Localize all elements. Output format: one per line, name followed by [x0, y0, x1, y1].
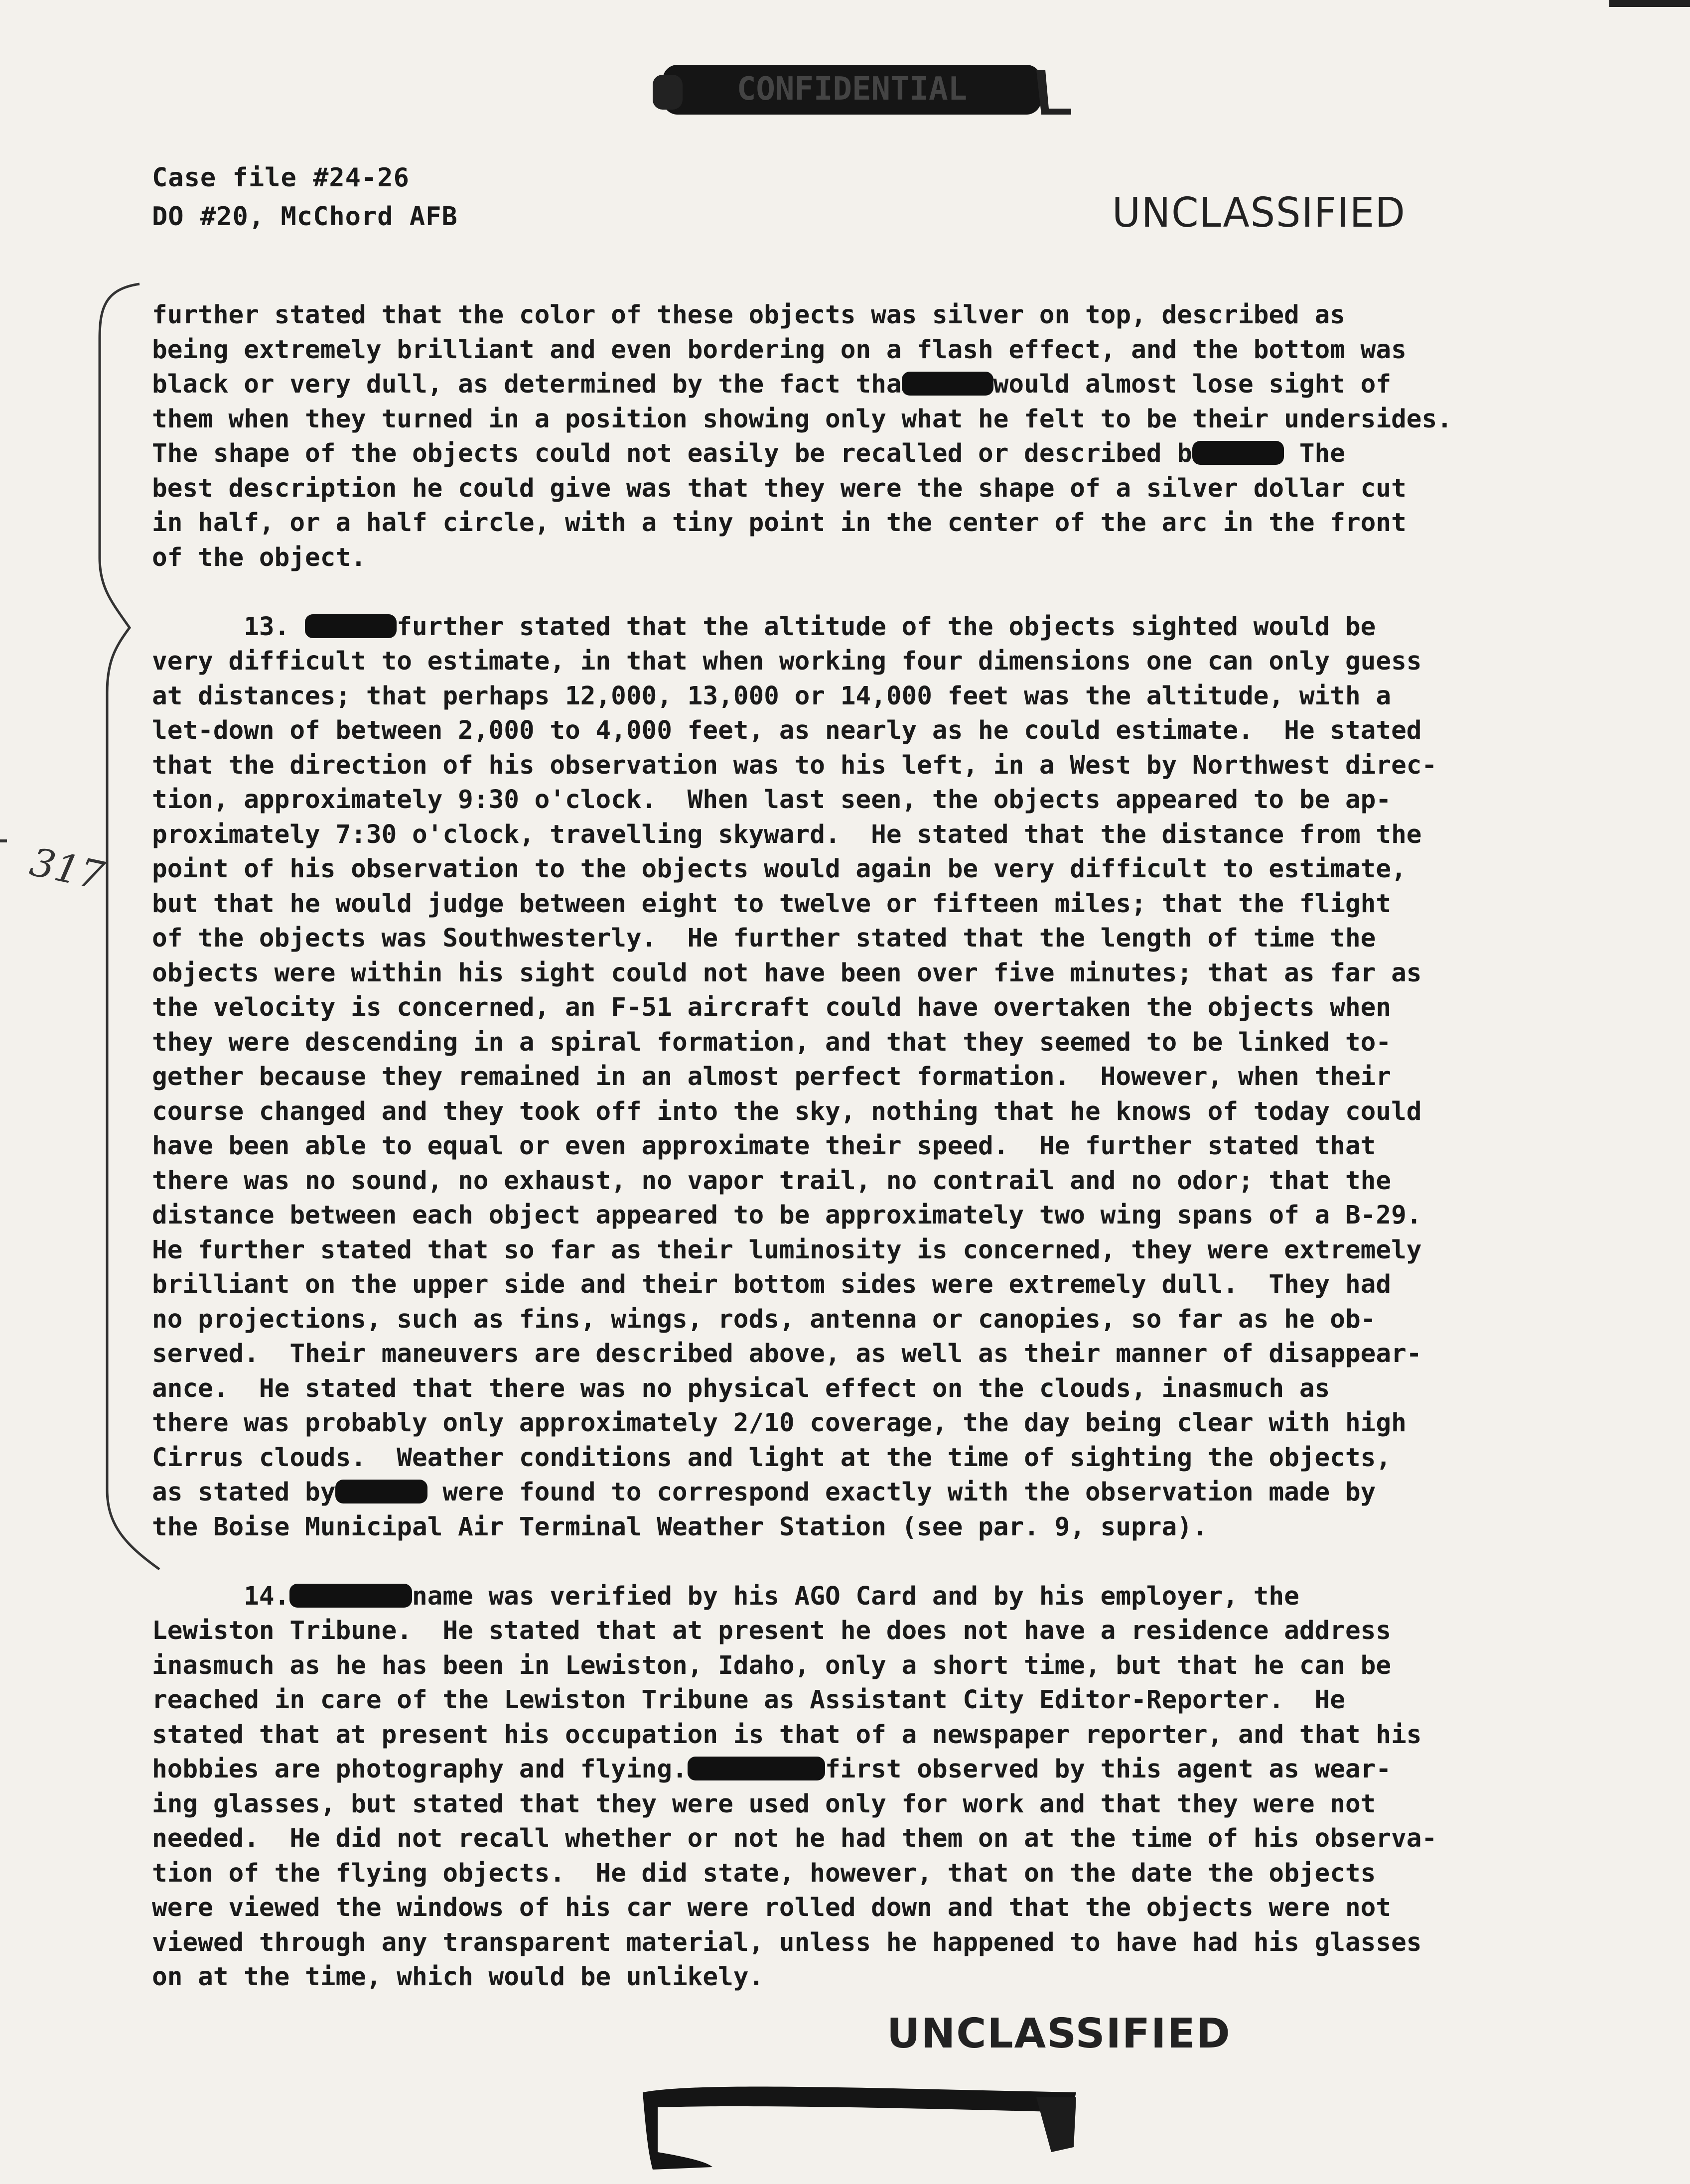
document-header — [152, 158, 458, 236]
text-line — [152, 1752, 1607, 1787]
text-line — [152, 748, 1607, 783]
text-line-segment: were found to correspond exactly with the observation made by — [427, 1478, 1376, 1507]
text-line — [152, 1164, 1607, 1199]
do-line: DO #20, McChord AFB — [152, 202, 458, 232]
text-line — [152, 541, 1607, 575]
text-line-segment: best description he could give was that they were the shape of a silver dollar cut — [152, 473, 1407, 503]
text-line-segment: proximately 7:30 o'clock, travelling skyward. He stated that the distance from the — [152, 819, 1422, 849]
text-line-segment: very difficult to estimate, in that when working four dimensions one can only guess — [152, 647, 1422, 676]
paragraph-gap — [152, 1544, 1607, 1579]
text-line — [152, 956, 1607, 991]
text-line-segment: He further stated that so far as their luminosity is concerned, they were extremely — [152, 1235, 1422, 1265]
text-line-segment: first observed by this agent as wear- — [825, 1755, 1392, 1784]
text-line — [152, 333, 1607, 368]
text-line — [152, 1025, 1607, 1060]
text-line-segment: served. Their maneuvers are described above, as well as their manner of disappear- — [152, 1339, 1422, 1368]
text-line-segment: tion of the flying objects. He did state, however, that on the date the objects — [152, 1858, 1376, 1888]
confidential-stamp-top — [643, 50, 1081, 130]
text-line — [152, 1267, 1607, 1302]
text-line — [152, 1787, 1607, 1822]
text-line-segment: 14. — [152, 1581, 290, 1611]
text-line — [152, 367, 1607, 402]
text-line-segment: brilliant on the upper side and their bottom sides were extremely dull. They had — [152, 1270, 1392, 1299]
redaction-bar — [335, 1480, 427, 1503]
text-line-segment: have been able to equal or even approximate their speed. He further stated that — [152, 1131, 1376, 1161]
redaction-bar — [902, 372, 993, 396]
text-line-segment: stated that at present his occupation is that of a newspaper reporter, and that his — [152, 1720, 1422, 1750]
text-line-segment: gether because they remained in an almost perfect formation. However, when their — [152, 1062, 1392, 1092]
text-line-segment: point of his observation to the objects would again be very difficult to estimate, — [152, 854, 1407, 884]
text-line-segment: course changed and they took off into the sky, nothing that he knows of today could — [152, 1096, 1422, 1126]
text-line-segment: but that he would judge between eight to twelve or fifteen miles; that the flight — [152, 889, 1392, 919]
stamp-top-text: CONFIDENTIAL — [736, 71, 968, 108]
text-line-segment: them when they turned in a position showing only what he felt to be their undersides. — [152, 404, 1452, 434]
text-line-segment: ing glasses, but stated that they were used only for work and that they were not — [152, 1789, 1376, 1819]
text-line — [152, 921, 1607, 956]
text-line — [152, 1683, 1607, 1718]
text-line — [152, 1475, 1607, 1510]
text-line-segment: on at the time, which would be unlikely. — [152, 1962, 764, 1992]
text-line-segment: viewed through any transparent material, unless he happened to have had his glasses — [152, 1927, 1422, 1957]
text-line — [152, 713, 1607, 748]
text-line-segment: ance. He stated that there was no physical effect on the clouds, inasmuch as — [152, 1373, 1330, 1403]
text-line — [152, 1337, 1607, 1371]
text-line — [152, 1891, 1607, 1925]
text-line — [152, 1060, 1607, 1094]
text-line — [152, 1614, 1607, 1648]
confidential-stamp-bottom — [638, 2077, 1086, 2177]
text-line — [152, 852, 1607, 887]
text-line — [152, 818, 1607, 852]
text-line-segment: name was verified by his AGO Card and by his employer, the — [412, 1581, 1299, 1611]
text-line — [152, 990, 1607, 1025]
text-line — [152, 506, 1607, 541]
corner-mark — [1609, 0, 1690, 7]
text-line-segment: The — [1284, 439, 1345, 468]
text-line-segment: tion, approximately 9:30 o'clock. When last seen, the objects appeared to be ap- — [152, 785, 1392, 815]
text-line-segment: there was probably only approximately 2/10 coverage, the day being clear with high — [152, 1408, 1407, 1438]
text-line-segment: inasmuch as he has been in Lewiston, Idaho, only a short time, but that he can be — [152, 1650, 1392, 1680]
text-line-segment: of the objects was Southwesterly. He further stated that the length of time the — [152, 924, 1376, 953]
text-line-segment: they were descending in a spiral formation, and that they seemed to be linked to- — [152, 1027, 1392, 1057]
text-line-segment: 13. — [152, 612, 305, 642]
text-line-segment: at distances; that perhaps 12,000, 13,000 or 14,000 feet was the altitude, with a — [152, 681, 1392, 711]
text-line — [152, 1510, 1607, 1545]
text-line — [152, 471, 1607, 506]
text-line-segment: let-down of between 2,000 to 4,000 feet, as nearly as he could estimate. He stated — [152, 716, 1422, 745]
text-line-segment: black or very dull, as determined by the fact tha — [152, 370, 902, 399]
text-line — [152, 298, 1607, 333]
text-line-segment: no projections, such as fins, wings, rods, antenna or canopies, so far as he ob- — [152, 1304, 1376, 1334]
text-line — [152, 1406, 1607, 1441]
text-line — [152, 1579, 1607, 1614]
text-line-segment: objects were within his sight could not have been over five minutes; that as far as — [152, 958, 1422, 988]
text-line-segment: The shape of the objects could not easily be recalled or described b — [152, 439, 1192, 468]
text-line — [152, 1302, 1607, 1337]
text-line — [152, 644, 1607, 679]
text-line-segment: hobbies are photography and flying. — [152, 1755, 688, 1784]
text-line — [152, 1198, 1607, 1233]
text-line — [152, 1960, 1607, 1995]
classification-top: UNCLASSIFIED — [1112, 189, 1406, 237]
text-line-segment: the Boise Municipal Air Terminal Weather Station (see par. 9, supra). — [152, 1512, 1208, 1542]
text-line-segment: the velocity is concerned, an F-51 aircraft could have overtaken the objects when — [152, 993, 1392, 1022]
text-line-segment: Lewiston Tribune. He stated that at present he does not have a residence address — [152, 1616, 1392, 1645]
text-line-segment: further stated that the color of these objects was silver on top, described as — [152, 300, 1345, 330]
text-line — [152, 1718, 1607, 1753]
text-line — [152, 1094, 1607, 1129]
text-line-segment: being extremely brilliant and even bordering on a flash effect, and the bottom was — [152, 335, 1407, 365]
text-line-segment: were viewed the windows of his car were rolled down and that the objects were not — [152, 1893, 1392, 1922]
text-line-segment: as stated by — [152, 1478, 336, 1507]
text-line-segment: needed. He did not recall whether or not he had them on at the time of his observa- — [152, 1824, 1437, 1853]
text-line — [152, 1648, 1607, 1683]
text-line-segment: reached in care of the Lewiston Tribune as Assistant City Editor-Reporter. He — [152, 1685, 1345, 1715]
text-line-segment: of the object. — [152, 543, 366, 572]
text-line — [152, 887, 1607, 922]
text-line — [152, 1441, 1607, 1476]
text-line — [152, 1925, 1607, 1960]
text-line-segment: distance between each object appeared to be approximately two wing spans of a B-29. — [152, 1201, 1422, 1230]
text-line — [152, 1129, 1607, 1164]
text-line-segment: that the direction of his observation was to his left, in a West by Northwest direc- — [152, 750, 1437, 780]
text-line — [152, 1856, 1607, 1891]
text-line-segment: Cirrus clouds. Weather conditions and light at the time of sighting the objects, — [152, 1443, 1392, 1473]
text-line — [152, 1371, 1607, 1406]
text-line — [152, 1233, 1607, 1268]
margin-tick — [0, 839, 7, 842]
text-line-segment: would almost lose sight of — [993, 370, 1392, 399]
text-line — [152, 783, 1607, 818]
text-line — [152, 679, 1607, 714]
text-line — [152, 610, 1607, 645]
text-line — [152, 436, 1607, 471]
redaction-bar — [305, 614, 397, 638]
case-file-line: Case file #24-26 — [152, 163, 410, 193]
paragraph-gap — [152, 575, 1607, 610]
redaction-bar — [289, 1584, 412, 1608]
text-line — [152, 1821, 1607, 1856]
text-line-segment: further stated that the altitude of the objects sighted would be — [397, 612, 1376, 642]
text-line-segment: there was no sound, no exhaust, no vapor trail, no contrail and no odor; that the — [152, 1166, 1392, 1196]
text-line-segment: in half, or a half circle, with a tiny point in the center of the arc in the front — [152, 508, 1407, 538]
redaction-bar — [688, 1757, 825, 1780]
document-body — [152, 298, 1607, 1995]
classification-bottom: UNCLASSIFIED — [887, 2010, 1231, 2057]
text-line — [152, 402, 1607, 437]
redaction-bar — [1192, 441, 1284, 465]
handwritten-margin-note: 317 — [26, 839, 108, 899]
